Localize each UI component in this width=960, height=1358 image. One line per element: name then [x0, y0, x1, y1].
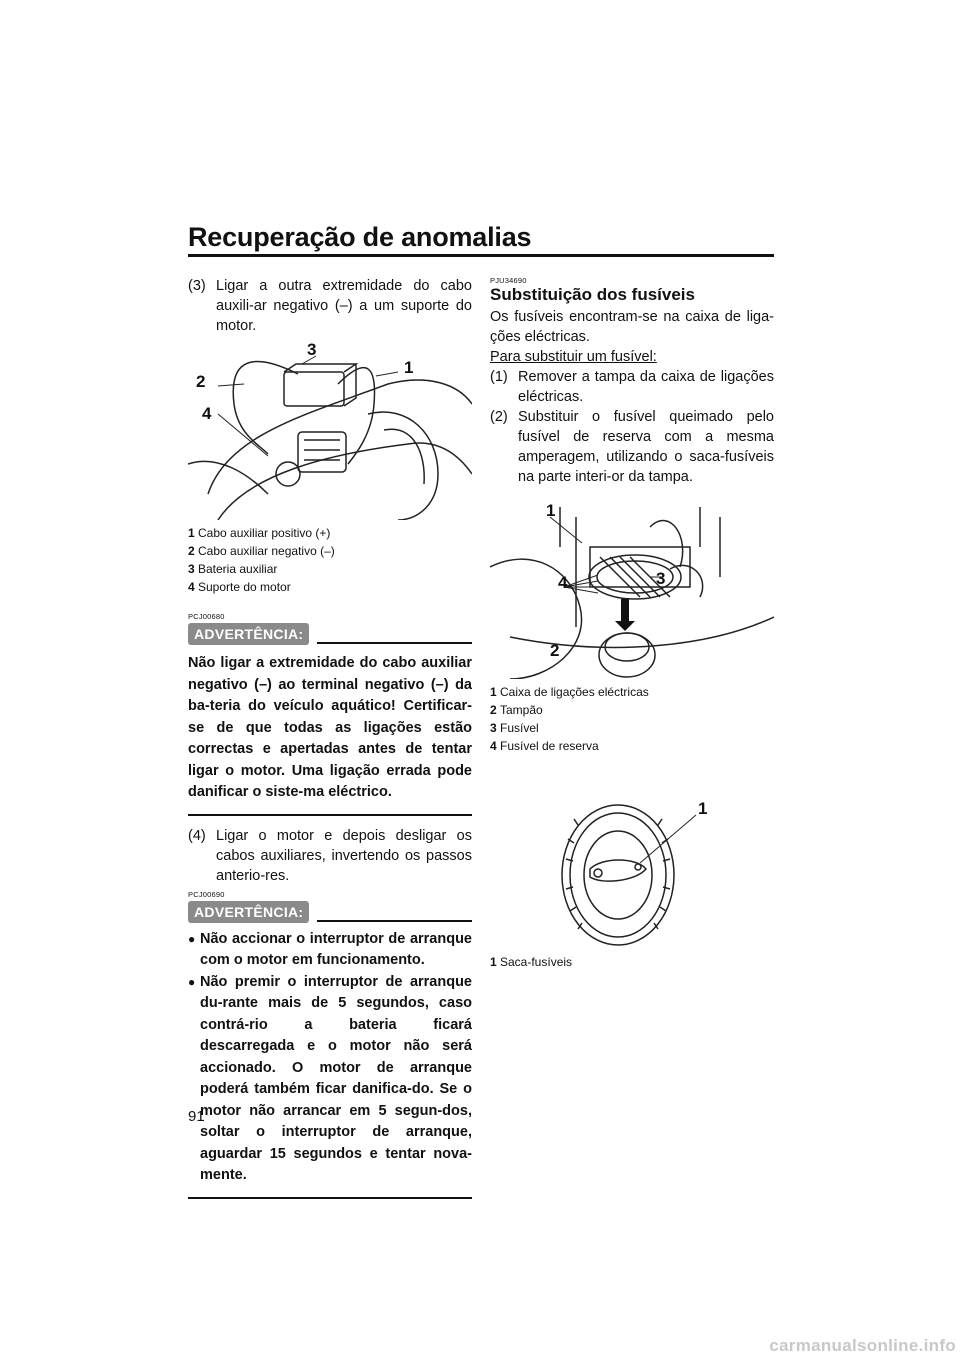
caption: 4 Fusível de reserva [490, 739, 599, 753]
caption: 2 Cabo auxiliar negativo (–) [188, 544, 335, 558]
warning-end-rule [188, 1197, 472, 1199]
fuse-box-illustration [490, 507, 774, 679]
bullet-icon: ● [188, 931, 196, 946]
callout-3: 3 [307, 340, 317, 359]
warning-text: Não ligar a extremidade do cabo auxiliar negativo (–) ao terminal negativo (–) da ba-teria do veículo aquático! Certificar-se de que todas as ligações estão correctas e apertadas antes de tentar ligar o motor. Uma ligação errada pode danificar o siste-ma eléctrico. [188, 655, 472, 800]
title-rule [188, 254, 774, 257]
caption: 3 Bateria auxiliar [188, 562, 278, 576]
right-column [490, 276, 774, 971]
warning-code: PCJ00680 [188, 612, 225, 621]
step-text: Ligar o motor e depois desligar os cabos auxiliares, invertendo os passos anterio-res. [216, 827, 472, 884]
step-number: (4) [188, 827, 206, 844]
fuse-puller-illustration [490, 799, 774, 949]
warning-label: ADVERTÊNCIA: [188, 623, 309, 645]
callout-2: 2 [196, 372, 206, 391]
callout-3: 3 [656, 569, 666, 588]
warning-end-rule [188, 814, 472, 816]
warning-code: PCJ00690 [188, 889, 225, 899]
caption: 4 Suporte do motor [188, 580, 291, 594]
callout-4: 4 [558, 573, 568, 592]
bullet-icon: ● [188, 974, 196, 989]
figure2-captions [490, 683, 774, 755]
step-1: (1) Remover a tampa da caixa de ligações eléctricas. [490, 369, 774, 405]
callout-2: 2 [550, 641, 560, 660]
page-title: Recuperação de anomalias [188, 222, 532, 252]
figure-fuse-puller [490, 799, 774, 949]
intro-text: Os fusíveis encontram-se na caixa de liga-ções eléctricas. [490, 309, 774, 345]
callout-1: 1 [404, 358, 414, 377]
warning-rule [317, 920, 472, 922]
warning-bullet: ● Não accionar o interruptor de arranque com o motor em funcionamento. [188, 929, 472, 972]
jumper-cable-illustration [188, 344, 472, 520]
step-4 [188, 826, 472, 886]
warning-bullet: ● Não premir o interruptor de arranque du-rante mais de 5 segundos, caso contrá-rio a bateria ficará descarregada e o motor não será accionado. O motor de arranque poderá também ficar danifica-do. Se o motor não arrancar em 5 segun-dos, soltar o interruptor de arranque, aguardar 15 segundos e tentar nova-mente. [188, 972, 472, 1187]
warning-label: ADVERTÊNCIA: [188, 901, 309, 923]
caption: 2 Tampão [490, 703, 543, 717]
subhead: Para substituir um fusível: [490, 349, 657, 365]
caption: 3 Fusível [490, 721, 539, 735]
step-3 [188, 276, 472, 336]
caption: 1 Caixa de ligações eléctricas [490, 685, 649, 699]
callout-4: 4 [202, 404, 212, 423]
warning-header [188, 901, 472, 923]
callout-1: 1 [546, 501, 556, 520]
warning-bullets [188, 929, 472, 1187]
page-number: 91 [188, 1108, 205, 1125]
figure-fuse-box [490, 501, 774, 679]
step-number: (3) [188, 278, 206, 294]
watermark: carmanualsonline.info [769, 1336, 956, 1355]
caption: 1 Saca-fusíveis [490, 955, 573, 969]
figure-jumper-cables [188, 340, 472, 520]
figure1-captions [188, 524, 472, 596]
left-column [188, 276, 472, 1199]
figure3-captions [490, 953, 774, 971]
section-title: Substituição dos fusíveis [490, 285, 695, 304]
warning-header [188, 623, 472, 645]
section-code: PJU34690 [490, 276, 527, 285]
callout-1: 1 [698, 799, 708, 818]
warning-rule [317, 642, 472, 644]
step-2: (2) Substituir o fusível queimado pelo fusível de reserva com a mesma amperagem, utilizando o saca-fusíveis na parte interi-or da tampa. [490, 409, 774, 485]
step-text: Ligar a outra extremidade do cabo auxili-ar negativo (–) a um suporte do motor. [216, 278, 472, 334]
caption: 1 Cabo auxiliar positivo (+) [188, 526, 331, 540]
